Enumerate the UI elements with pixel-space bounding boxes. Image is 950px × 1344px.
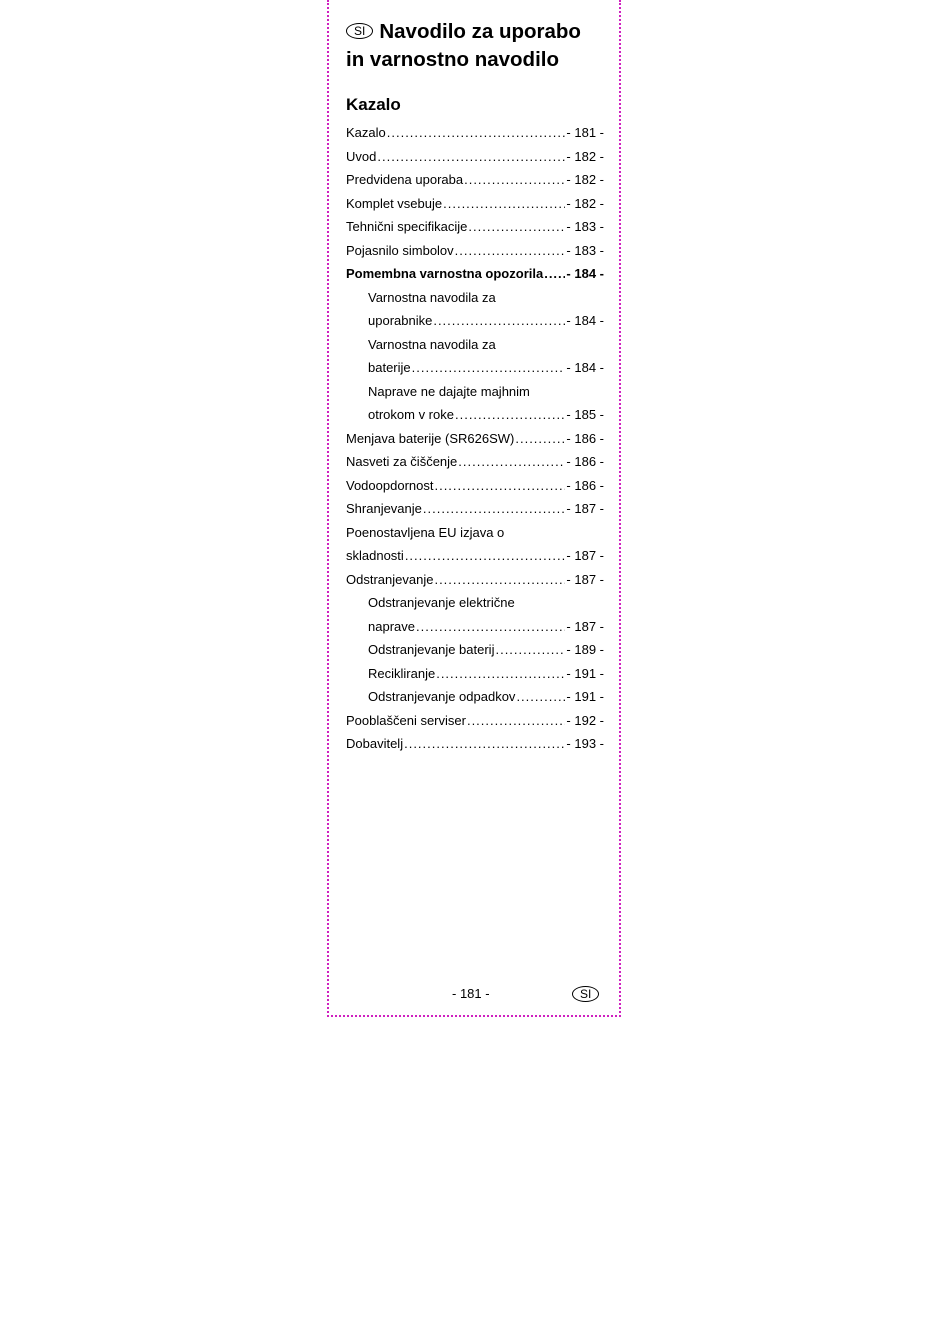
toc-entry[interactable] — [346, 709, 604, 733]
toc-entry-label: Komplet vsebuje — [346, 195, 443, 211]
toc-entry-page: - 189 - — [566, 642, 604, 657]
toc-entry-label: Naprave ne dajajte majhnim — [368, 383, 530, 399]
toc-entry[interactable] — [346, 732, 604, 756]
toc-entry-page: - 184 - — [566, 360, 604, 375]
toc-leader-dots — [436, 662, 565, 686]
toc-entry-label: Uvod — [346, 148, 377, 164]
toc-entry-label: skladnosti — [346, 548, 404, 563]
toc-entry-label: Pomembna varnostna opozorila — [346, 266, 544, 281]
toc-entry[interactable] — [346, 474, 604, 498]
toc-entry-page: - 184 - — [566, 266, 604, 281]
toc-entry[interactable] — [346, 380, 604, 404]
toc-entry[interactable] — [346, 333, 604, 357]
toc-entry-label: naprave — [368, 618, 415, 634]
toc-entry-label: Vodoopdornost — [346, 477, 434, 493]
toc-leader-dots — [433, 309, 565, 333]
toc-entry-label: Kazalo — [346, 125, 386, 140]
toc-entry-page: - 187 - — [566, 618, 604, 634]
language-badge: SI — [346, 23, 373, 39]
toc-entry-page: - 193 - — [566, 736, 604, 751]
toc-leader-dots — [377, 145, 565, 169]
toc-leader-dots — [468, 215, 565, 239]
toc-leader-dots — [455, 239, 566, 263]
toc-entry[interactable] — [346, 215, 604, 239]
toc-entry[interactable] — [346, 662, 604, 686]
toc-entry[interactable] — [346, 450, 604, 474]
toc-entry-label: Predvidena uporaba — [346, 172, 464, 187]
toc-entry[interactable] — [346, 568, 604, 592]
toc-entry[interactable] — [346, 427, 604, 451]
toc-leader-dots — [495, 638, 565, 662]
toc-leader-dots — [516, 685, 565, 709]
toc-entry-page: - 185 - — [566, 407, 604, 422]
toc-entry-page: - 182 - — [566, 148, 604, 164]
toc-leader-dots — [544, 262, 565, 286]
toc-entry-page: - 181 - — [566, 125, 604, 140]
toc-entry-label: uporabnike — [368, 313, 433, 328]
toc-entry-label: Dobavitelj — [346, 736, 404, 751]
toc-leader-dots — [443, 192, 565, 216]
toc-entry-label: Tehnični specifikacije — [346, 219, 468, 234]
toc-entry[interactable] — [346, 239, 604, 263]
toc-entry-page: - 187 - — [566, 501, 604, 516]
toc-entry[interactable] — [346, 615, 604, 639]
toc-leader-dots — [423, 497, 566, 521]
toc-leader-dots — [434, 568, 565, 592]
toc-entry-label: Odstranjevanje — [346, 571, 434, 587]
toc-leader-dots — [412, 356, 566, 380]
toc-entry-label: Odstranjevanje odpadkov — [368, 689, 516, 704]
toc-leader-dots — [416, 615, 565, 639]
footer-language-badge: SI — [572, 986, 599, 1002]
toc-entry-label: Varnostna navodila za — [368, 289, 496, 305]
toc-entry-label: Pooblaščeni serviser — [346, 712, 466, 728]
toc-entry[interactable] — [346, 168, 604, 192]
toc-entry-page: - 191 - — [566, 689, 604, 704]
toc-entry[interactable] — [346, 544, 604, 568]
toc-entry-page: - 182 - — [566, 195, 604, 211]
document-page — [346, 18, 604, 756]
toc-entry[interactable] — [346, 286, 604, 310]
toc-entry-label: Menjava baterije (SR626SW) — [346, 430, 515, 446]
toc-entry[interactable] — [346, 145, 604, 169]
toc-entry-label: baterije — [368, 360, 411, 375]
toc-leader-dots — [464, 168, 565, 192]
toc-entry[interactable] — [346, 356, 604, 380]
toc-entry-page: - 187 - — [566, 571, 604, 587]
toc-leader-dots — [387, 121, 566, 145]
toc-entry-label: Shranjevanje — [346, 501, 422, 516]
toc-leader-dots — [515, 427, 565, 451]
toc-leader-dots — [404, 732, 565, 756]
toc-entry-page: - 182 - — [566, 172, 604, 187]
toc-entry-label: Odstranjevanje baterij — [368, 642, 495, 657]
table-of-contents — [346, 121, 604, 756]
toc-entry-label: Pojasnilo simbolov — [346, 242, 454, 258]
toc-heading: Kazalo — [346, 95, 401, 114]
toc-leader-dots — [434, 474, 565, 498]
toc-entry-page: - 184 - — [566, 313, 604, 328]
toc-entry-label: Recikliranje — [368, 665, 436, 681]
toc-entry[interactable] — [346, 638, 604, 662]
footer-page-number: - 181 - — [452, 986, 490, 1001]
toc-leader-dots — [467, 709, 565, 733]
toc-entry[interactable] — [346, 497, 604, 521]
toc-entry-label: Poenostavljena EU izjava o — [346, 524, 505, 540]
title-text: Navodilo za uporabo in varnostno navodilo — [346, 20, 581, 71]
toc-entry-label: Nasveti za čiščenje — [346, 454, 458, 469]
toc-entry-page: - 191 - — [566, 665, 604, 681]
toc-entry-page: - 186 - — [566, 454, 604, 469]
toc-entry[interactable] — [346, 521, 604, 545]
toc-entry[interactable] — [346, 591, 604, 615]
toc-leader-dots — [405, 544, 566, 568]
toc-entry[interactable] — [346, 403, 604, 427]
toc-entry-label: Odstranjevanje električne — [368, 595, 515, 610]
toc-entry[interactable] — [346, 192, 604, 216]
toc-entry[interactable] — [346, 121, 604, 145]
toc-entry[interactable] — [346, 262, 604, 286]
toc-entry-page: - 186 - — [566, 430, 604, 446]
toc-entry[interactable] — [346, 309, 604, 333]
toc-entry-page: - 186 - — [566, 477, 604, 493]
toc-entry-label: Varnostna navodila za — [368, 336, 496, 352]
toc-entry-page: - 187 - — [566, 548, 604, 563]
toc-leader-dots — [458, 450, 565, 474]
toc-entry-page: - 183 - — [566, 242, 604, 258]
page-title — [346, 18, 604, 74]
toc-leader-dots — [455, 403, 565, 427]
toc-entry[interactable] — [346, 685, 604, 709]
toc-entry-page: - 183 - — [566, 219, 604, 234]
toc-entry-label: otrokom v roke — [368, 407, 454, 422]
toc-entry-page: - 192 - — [566, 712, 604, 728]
